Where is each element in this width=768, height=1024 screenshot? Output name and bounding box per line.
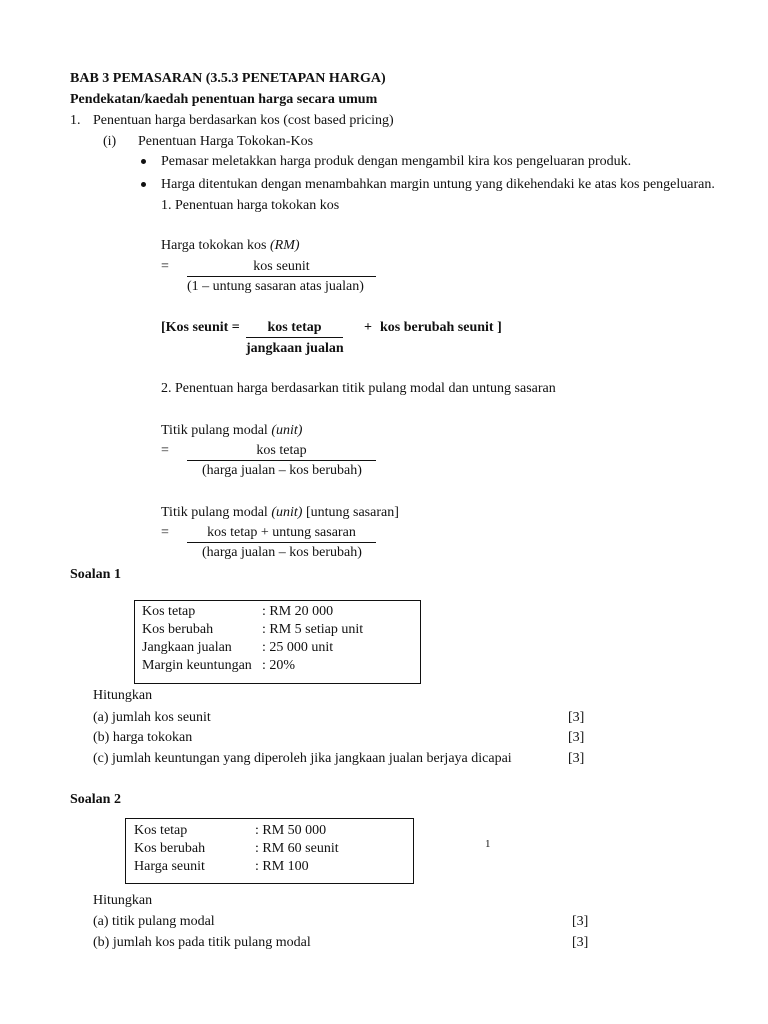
- data-label: Kos tetap: [142, 604, 196, 619]
- data-value: : 20%: [262, 658, 296, 673]
- formula-numerator: kos tetap: [256, 443, 307, 458]
- question-item: (b) harga tokokan: [93, 730, 193, 745]
- question-heading: Soalan 2: [70, 792, 121, 807]
- formula-denominator: (harga jualan – kos berubah): [202, 463, 362, 478]
- data-label: Margin keuntungan: [142, 658, 252, 673]
- formula-numerator: kos tetap + untung sasaran: [207, 525, 356, 540]
- data-label: Kos tetap: [134, 823, 188, 838]
- question-marks: [3]: [568, 751, 585, 766]
- fraction-line: [187, 542, 376, 543]
- equals-sign: =: [161, 443, 169, 458]
- section-subtitle: Pendekatan/kaedah penentuan harga secara umum: [70, 92, 378, 107]
- plus-sign: +: [364, 320, 372, 335]
- equals-sign: =: [161, 525, 169, 540]
- equals-sign: =: [161, 259, 169, 274]
- formula-label: Titik pulang modal (unit): [161, 423, 303, 438]
- question-item: (b) jumlah kos pada titik pulang modal: [93, 935, 311, 950]
- bullet-text: Harga ditentukan dengan menambahkan margin untung yang dikehendaki ke atas kos pengeluaran.: [161, 177, 715, 192]
- method2-heading: 2. Penentuan harga berdasarkan titik pulang modal dan untung sasaran: [161, 381, 556, 396]
- fraction-line: [187, 460, 376, 461]
- page-number: 1: [485, 838, 491, 850]
- kos-seunit-denominator: jangkaan jualan: [246, 341, 344, 356]
- formula-label: Harga tokokan kos (RM): [161, 238, 300, 253]
- kos-seunit-numerator: kos tetap: [267, 320, 322, 335]
- data-label: Kos berubah: [134, 841, 206, 856]
- data-label: Harga seunit: [134, 859, 205, 874]
- formula-denominator: (harga jualan – kos berubah): [202, 545, 362, 560]
- data-value: : RM 60 seunit: [255, 841, 339, 856]
- item-text: Penentuan harga berdasarkan kos (cost based pricing): [93, 113, 394, 128]
- question-item: (a) titik pulang modal: [93, 914, 215, 929]
- question-prompt: Hitungkan: [93, 893, 153, 908]
- bullet-icon: [141, 159, 146, 164]
- kos-seunit-lhs: [Kos seunit =: [161, 320, 240, 335]
- fraction-line: [246, 337, 343, 338]
- data-value: : RM 100: [255, 859, 309, 874]
- question-item: (a) jumlah kos seunit: [93, 710, 211, 725]
- formula-label: Titik pulang modal (unit) [untung sasaran]: [161, 505, 399, 520]
- formula-numerator: kos seunit: [253, 259, 310, 274]
- page-title: BAB 3 PEMASARAN (3.5.3 PENETAPAN HARGA): [70, 71, 386, 86]
- question-marks: [3]: [572, 914, 589, 929]
- question-marks: [3]: [568, 730, 585, 745]
- item-number: 1.: [70, 113, 81, 128]
- question-marks: [3]: [572, 935, 589, 950]
- data-value: : RM 5 setiap unit: [262, 622, 364, 637]
- fraction-line: [187, 276, 376, 277]
- data-label: Jangkaan jualan: [142, 640, 232, 655]
- question-heading: Soalan 1: [70, 567, 121, 582]
- question-prompt: Hitungkan: [93, 688, 153, 703]
- subitem-number: (i): [103, 134, 117, 149]
- subitem-text: Penentuan Harga Tokokan-Kos: [138, 134, 314, 149]
- data-label: Kos berubah: [142, 622, 214, 637]
- question-marks: [3]: [568, 710, 585, 725]
- kos-seunit-rhs: kos berubah seunit ]: [380, 320, 502, 335]
- question-item: (c) jumlah keuntungan yang diperoleh jika jangkaan jualan berjaya dicapai: [93, 751, 512, 766]
- data-value: : RM 50 000: [255, 823, 327, 838]
- bullet-text: Pemasar meletakkan harga produk dengan mengambil kira kos pengeluaran produk.: [161, 154, 632, 169]
- data-value: : RM 20 000: [262, 604, 334, 619]
- bullet-icon: [141, 182, 146, 187]
- data-value: : 25 000 unit: [262, 640, 334, 655]
- formula-denominator: (1 – untung sasaran atas jualan): [187, 279, 364, 294]
- method1-heading: 1. Penentuan harga tokokan kos: [161, 198, 340, 213]
